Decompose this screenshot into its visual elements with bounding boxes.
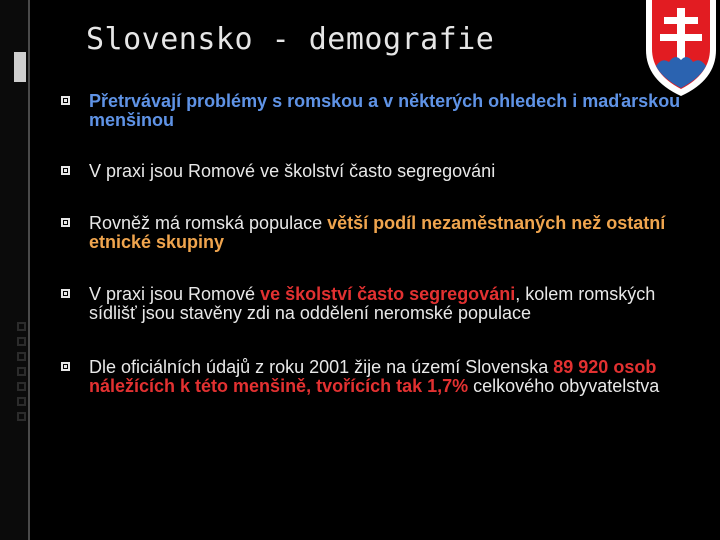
decor-square	[17, 382, 26, 391]
left-vertical-rule	[28, 0, 30, 540]
bullet-item	[60, 92, 700, 130]
highlighted-text: větší podíl nezaměstnaných než ostatní etnické skupiny	[89, 213, 666, 252]
bullet-text	[89, 357, 659, 396]
bullet-text-segment: V praxi jsou Romové	[89, 284, 261, 304]
slovak-coat-of-arms-icon	[642, 0, 720, 98]
bullet-marker-icon	[61, 362, 70, 371]
bullet-item	[60, 214, 700, 252]
bullet-text-segment: Dle oficiálních údajů z roku 2001 žije na území Slovenska	[89, 357, 554, 377]
bullet-marker-icon	[61, 218, 70, 227]
highlighted-text: ve školství často segregováni	[260, 284, 516, 304]
decor-square	[17, 412, 26, 421]
bullet-text	[89, 213, 665, 252]
decor-square	[17, 397, 26, 406]
highlighted-text: 89 920 osob náležících k této menšině, tvořících tak 1,7%	[89, 357, 657, 396]
decor-square	[17, 367, 26, 376]
bullet-marker-icon	[61, 96, 70, 105]
highlighted-text: Přetrvávají problémy s romskou a v některých ohledech i maďarskou menšinou	[89, 91, 681, 130]
bullet-text-segment: celkového obyvatelstva	[468, 376, 660, 396]
bullet-item	[60, 285, 700, 323]
decor-square	[17, 322, 26, 331]
bullet-list	[60, 92, 700, 396]
bullet-text-segment: Rovněž má romská populace	[89, 213, 328, 233]
bullet-marker-icon	[61, 289, 70, 298]
bullet-marker-icon	[61, 166, 70, 175]
bullet-text	[89, 91, 680, 130]
bullet-text-segment: V praxi jsou Romové ve školství často segregováni	[89, 161, 496, 181]
bullet-item	[60, 358, 700, 396]
bullet-text	[89, 161, 495, 181]
bullet-item	[60, 162, 700, 181]
bullet-text-segment: , kolem romských sídlišť jsou stavěny zdi na oddělení neromské populace	[89, 284, 656, 323]
decor-square	[17, 352, 26, 361]
decor-square	[17, 337, 26, 346]
slide-title: Slovensko - demografie	[86, 22, 495, 57]
decor-block	[14, 52, 26, 82]
bullet-text	[89, 284, 655, 323]
